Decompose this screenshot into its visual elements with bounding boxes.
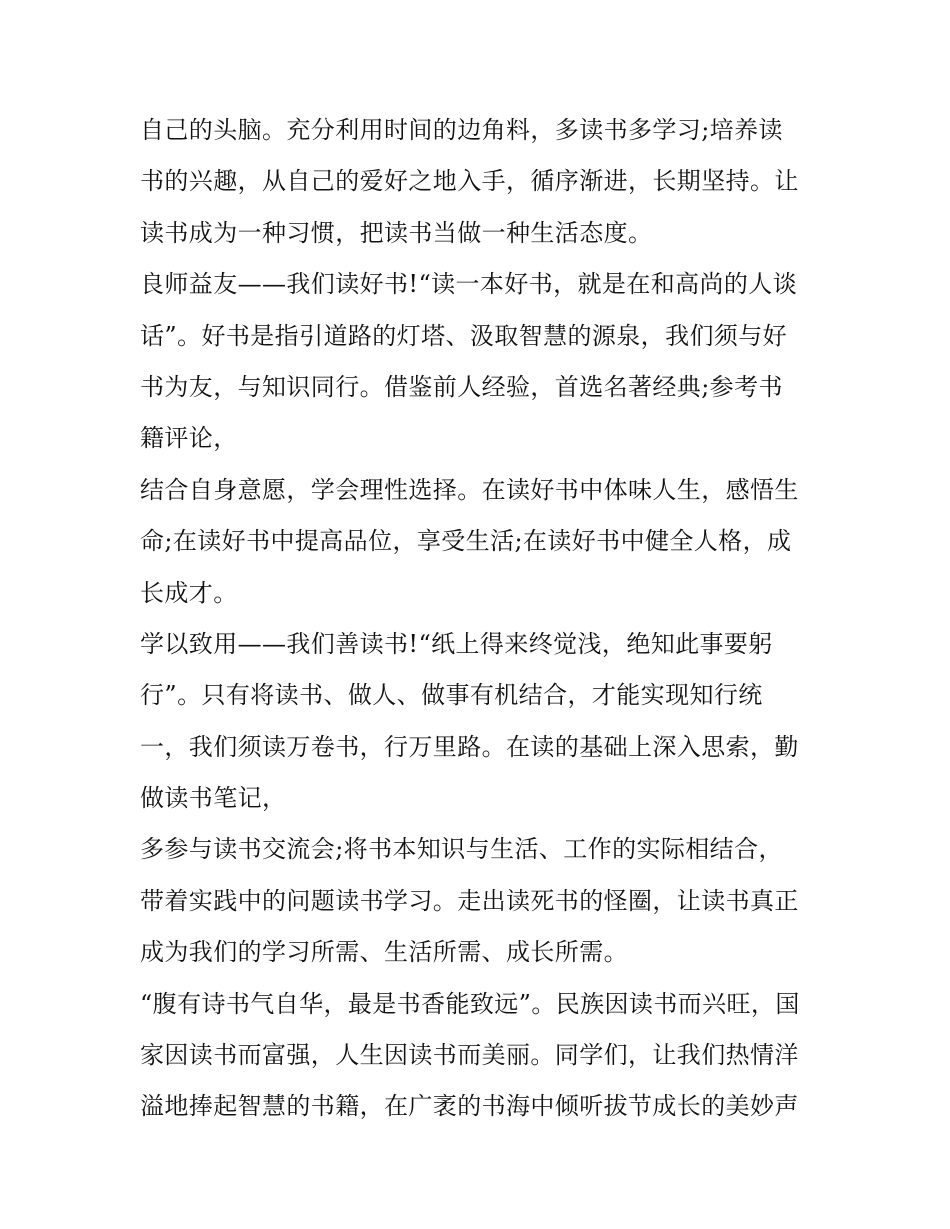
text-line: 一，我们须读万卷书，行万里路。在读的基础上深入思索，勤 xyxy=(140,732,799,761)
text-line: 书为友，与知识同行。借鉴前人经验，首选名著经典;参考书 xyxy=(140,372,783,401)
text-line: 良师益友——我们读好书!“读一本好书，就是在和高尚的人谈 xyxy=(140,270,798,299)
text-line: 溢地捧起智慧的书籍，在广袤的书海中倾听拔节成长的美妙声 xyxy=(140,1092,799,1121)
text-line: 命;在读好书中提高品位，享受生活;在读好书中健全人格，成 xyxy=(140,527,792,556)
text-line: 结合自身意愿，学会理性选择。在读好书中体味人生，感悟生 xyxy=(140,475,799,504)
text-line: 籍评论， xyxy=(140,424,238,453)
text-line: 读书成为一种习惯，把读书当做一种生活态度。 xyxy=(140,218,653,247)
text-line: “腹有诗书气自华，最是书香能致远”。民族因读书而兴旺，国 xyxy=(140,989,800,1018)
text-line: 行”。只有将读书、做人、做事有机结合，才能实现知行统 xyxy=(140,681,763,710)
text-line: 书的兴趣，从自己的爱好之地入手，循序渐进，长期坚持。让 xyxy=(140,167,799,196)
text-line: 长成才。 xyxy=(140,578,238,607)
body-text xyxy=(140,110,830,1138)
text-line: 话”。好书是指引道路的灯塔、汲取智慧的源泉，我们须与好 xyxy=(140,321,788,350)
text-line: 做读书笔记， xyxy=(140,784,287,813)
text-line: 家因读书而富强，人生因读书而美丽。同学们，让我们热情洋 xyxy=(140,1041,799,1070)
text-line: 多参与读书交流会;将书本知识与生活、工作的实际相结合， xyxy=(140,835,783,864)
text-line: 自己的头脑。充分利用时间的边角料，多读书多学习;培养读 xyxy=(140,116,783,144)
text-line: 学以致用——我们善读书!“纸上得来终觉浅，绝知此事要躬 xyxy=(140,629,773,658)
text-line: 带着实践中的问题读书学习。走出读死书的怪圈，让读书真正 xyxy=(140,886,799,915)
text-line: 成为我们的学习所需、生活所需、成长所需。 xyxy=(140,938,628,967)
